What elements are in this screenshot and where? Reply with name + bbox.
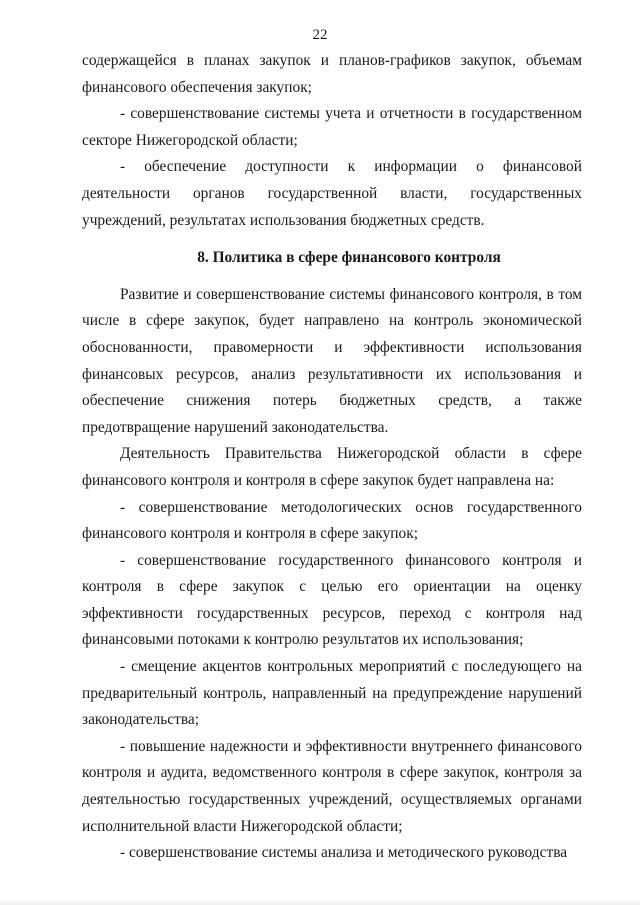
list-item-methodology: - совершенствование методологических основ государственного финансового контроля и контроля в сфере закупок; xyxy=(82,498,582,543)
paragraph-government-activity: Деятельность Правительства Нижегородской области в сфере финансового контроля и контроля в сфере закупок будет направлена на: xyxy=(82,445,582,489)
list-item-analysis-system: - совершенствование системы анализа и методического руководства xyxy=(120,844,568,862)
list-item-preliminary-control: - смещение акцентов контрольных мероприятий с последующего на предварительный контроль, направленный на предупреждение нарушений законодательства; xyxy=(82,658,582,729)
list-item-accounting: - совершенствование системы учета и отчетности в государственном секторе Нижегородской области; xyxy=(82,105,582,149)
paragraph-development: Развитие и совершенствование системы финансового контроля, в том числе в сфере закупок, будет направлено на контроль экономической обоснованности, правомерности и эффективности использования финансовых ресурсов, анализ результативности их использования и обеспечение снижения потерь бюджетных средств, а также предотвращение нарушений законодательства. xyxy=(82,285,582,436)
list-item-information-access: - обеспечение доступности к информации о финансовой деятельности органов государственной власти, государственных учреждений, результатах использования бюджетных средств. xyxy=(82,158,582,229)
section-heading: 8. Политика в сфере финансового контроля xyxy=(197,249,501,267)
document-body xyxy=(82,48,582,867)
page-number: 22 xyxy=(312,27,328,43)
paragraph-continuation: содержащейся в планах закупок и планов-графиков закупок, объемам финансового обеспечения закупок; xyxy=(82,52,582,96)
scan-bottom-edge xyxy=(0,899,640,905)
list-item-control-orientation: - совершенствование государственного финансового контроля и контроля в сфере закупок с целью его ориентации на оценку эффективности государственных ресурсов, переход с контроля над финансовыми потоками к контролю результатов их использования; xyxy=(82,551,582,649)
list-item-internal-audit: - повышение надежности и эффективности внутреннего финансового контроля и аудита, ведомственного контроля в сфере закупок, контроля за деятельностью государственных учреждений, осуществляемых органами исполнительной власти Нижегородской области; xyxy=(82,737,582,835)
